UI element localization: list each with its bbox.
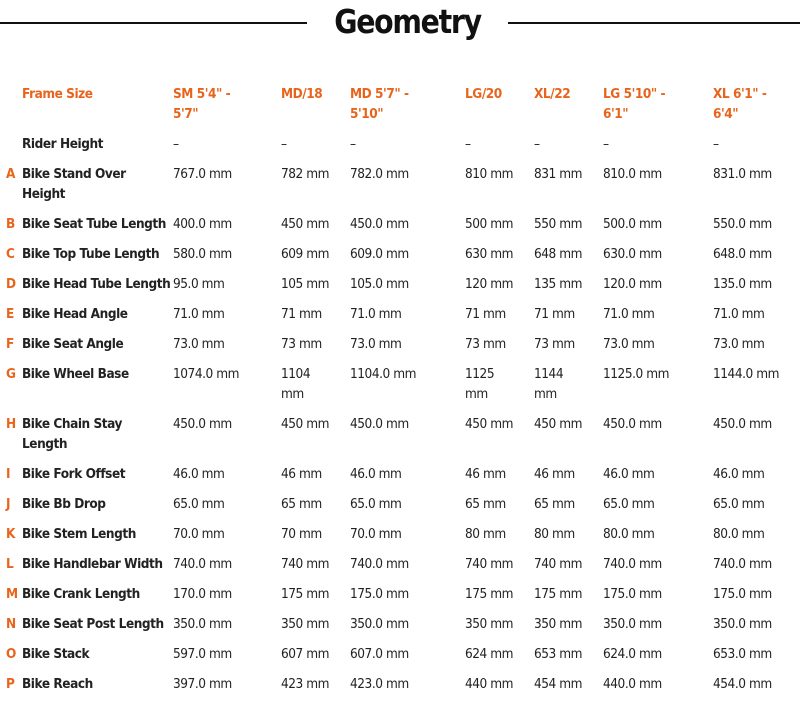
cell-md18: 782 mm: [281, 166, 330, 182]
cell-md18: 450 mm: [281, 416, 330, 432]
cell-xl22: –: [534, 136, 540, 152]
cell-md: 73.0 mm: [350, 336, 402, 352]
cell-xl: 648.0 mm: [713, 246, 772, 262]
cell-xl: 73.0 mm: [713, 336, 765, 352]
row-letter: C: [6, 246, 15, 262]
cell-lg20: 450 mm: [465, 416, 514, 432]
header-frame-size: Frame Size: [22, 86, 93, 102]
cell-md: –: [350, 136, 356, 152]
cell-lg20: 624 mm: [465, 646, 514, 662]
row-letter: E: [6, 306, 14, 322]
row-letter: G: [6, 366, 16, 382]
cell-md18: 105 mm: [281, 276, 330, 292]
row-letter: H: [6, 416, 16, 432]
header-size-md: MD 5'7" - 5'10": [350, 86, 409, 122]
table-row: [0, 334, 800, 364]
table-row: [0, 674, 800, 704]
cell-md: 607.0 mm: [350, 646, 409, 662]
row-letter: L: [6, 556, 14, 572]
cell-xl22: 350 mm: [534, 616, 583, 632]
cell-lg20: 71 mm: [465, 306, 506, 322]
table-row: [0, 524, 800, 554]
row-letter: N: [6, 616, 16, 632]
cell-lg: 175.0 mm: [603, 586, 662, 602]
cell-sm: 1074.0 mm: [173, 366, 240, 382]
cell-xl: 450.0 mm: [713, 416, 772, 432]
cell-md: 609.0 mm: [350, 246, 409, 262]
row-label: Bike Seat Angle: [22, 336, 124, 352]
cell-xl: 175.0 mm: [713, 586, 772, 602]
cell-lg20: 740 mm: [465, 556, 514, 572]
page-title: Geometry: [334, 2, 481, 41]
row-label: Bike Fork Offset: [22, 466, 126, 482]
cell-md18: 73 mm: [281, 336, 322, 352]
row-label: Bike Wheel Base: [22, 366, 129, 382]
cell-xl: 454.0 mm: [713, 676, 772, 692]
cell-lg: 740.0 mm: [603, 556, 662, 572]
row-label: Bike Stack: [22, 646, 90, 662]
row-label: Bike Chain Stay Length: [22, 416, 123, 452]
cell-md18: 450 mm: [281, 216, 330, 232]
cell-md: 175.0 mm: [350, 586, 409, 602]
cell-xl: 350.0 mm: [713, 616, 772, 632]
cell-lg20: 810 mm: [465, 166, 514, 182]
cell-lg20: 46 mm: [465, 466, 506, 482]
cell-xl: 46.0 mm: [713, 466, 765, 482]
row-label: Bike Handlebar Width: [22, 556, 163, 572]
cell-md18: 423 mm: [281, 676, 330, 692]
cell-sm: –: [173, 136, 179, 152]
cell-xl: 653.0 mm: [713, 646, 772, 662]
cell-sm: 597.0 mm: [173, 646, 232, 662]
cell-xl: 1144.0 mm: [713, 366, 780, 382]
row-letter: [0, 134, 22, 164]
header-size-lg: LG 5'10" - 6'1": [603, 86, 666, 122]
title-rule-right: [508, 22, 800, 24]
cell-xl22: 71 mm: [534, 306, 575, 322]
cell-md18: 607 mm: [281, 646, 330, 662]
geometry-table: [0, 84, 800, 704]
cell-lg20: 80 mm: [465, 526, 506, 542]
table-row: [0, 414, 800, 464]
row-label: Bike Bb Drop: [22, 496, 106, 512]
table-row: [0, 304, 800, 334]
table-row: [0, 244, 800, 274]
cell-md: 350.0 mm: [350, 616, 409, 632]
cell-md: 782.0 mm: [350, 166, 409, 182]
cell-lg: 450.0 mm: [603, 416, 662, 432]
header-size-md18: MD/18: [281, 86, 323, 102]
cell-xl22: 648 mm: [534, 246, 583, 262]
cell-lg: 71.0 mm: [603, 306, 655, 322]
cell-lg: 1125.0 mm: [603, 366, 670, 382]
table-row: [0, 134, 800, 164]
cell-sm: 73.0 mm: [173, 336, 225, 352]
cell-md18: 175 mm: [281, 586, 330, 602]
cell-sm: 170.0 mm: [173, 586, 232, 602]
cell-xl22: 46 mm: [534, 466, 575, 482]
cell-xl22: 550 mm: [534, 216, 583, 232]
table-row: [0, 494, 800, 524]
cell-xl: 71.0 mm: [713, 306, 765, 322]
geometry-header: [0, 0, 800, 48]
table-row: [0, 554, 800, 584]
cell-xl: 135.0 mm: [713, 276, 772, 292]
cell-sm: 65.0 mm: [173, 496, 225, 512]
table-row: [0, 164, 800, 214]
row-letter: F: [6, 336, 14, 352]
cell-sm: 46.0 mm: [173, 466, 225, 482]
cell-lg: 624.0 mm: [603, 646, 662, 662]
cell-md18: 350 mm: [281, 616, 330, 632]
table-row: [0, 214, 800, 244]
cell-sm: 95.0 mm: [173, 276, 225, 292]
cell-xl22: 454 mm: [534, 676, 583, 692]
row-letter: B: [6, 216, 15, 232]
cell-xl: –: [713, 136, 719, 152]
cell-xl: 740.0 mm: [713, 556, 772, 572]
cell-xl22: 1144 mm: [534, 366, 564, 402]
table-row: [0, 584, 800, 614]
cell-md: 450.0 mm: [350, 216, 409, 232]
cell-md: 71.0 mm: [350, 306, 402, 322]
cell-md: 450.0 mm: [350, 416, 409, 432]
cell-sm: 450.0 mm: [173, 416, 232, 432]
cell-lg: 440.0 mm: [603, 676, 662, 692]
cell-lg20: 630 mm: [465, 246, 514, 262]
cell-lg: 46.0 mm: [603, 466, 655, 482]
cell-xl: 831.0 mm: [713, 166, 772, 182]
table-row: [0, 364, 800, 414]
cell-md: 423.0 mm: [350, 676, 409, 692]
cell-lg20: 73 mm: [465, 336, 506, 352]
row-label: Bike Head Tube Length: [22, 276, 171, 292]
row-letter: M: [6, 586, 18, 602]
cell-xl22: 80 mm: [534, 526, 575, 542]
row-letter: J: [6, 496, 11, 512]
header-letter-cell: [0, 84, 22, 134]
row-label: Bike Head Angle: [22, 306, 128, 322]
row-letter: P: [6, 676, 15, 692]
header-size-lg20: LG/20: [465, 86, 502, 102]
table-body: [0, 134, 800, 704]
cell-xl22: 65 mm: [534, 496, 575, 512]
cell-md18: 1104 mm: [281, 366, 311, 402]
cell-md18: 71 mm: [281, 306, 322, 322]
row-letter: I: [6, 466, 11, 482]
cell-xl22: 653 mm: [534, 646, 583, 662]
cell-md18: –: [281, 136, 287, 152]
cell-sm: 350.0 mm: [173, 616, 232, 632]
cell-sm: 767.0 mm: [173, 166, 232, 182]
cell-md: 1104.0 mm: [350, 366, 417, 382]
cell-xl: 65.0 mm: [713, 496, 765, 512]
cell-sm: 397.0 mm: [173, 676, 232, 692]
cell-xl22: 831 mm: [534, 166, 583, 182]
cell-lg: –: [603, 136, 609, 152]
cell-lg: 73.0 mm: [603, 336, 655, 352]
cell-xl: 550.0 mm: [713, 216, 772, 232]
cell-sm: 740.0 mm: [173, 556, 232, 572]
row-label: Bike Crank Length: [22, 586, 140, 602]
table-row: [0, 464, 800, 494]
cell-md18: 65 mm: [281, 496, 322, 512]
row-label: Bike Stand Over Height: [22, 166, 126, 202]
cell-lg20: –: [465, 136, 471, 152]
cell-sm: 400.0 mm: [173, 216, 232, 232]
cell-lg20: 1125 mm: [465, 366, 495, 402]
row-label: Bike Seat Tube Length: [22, 216, 166, 232]
header-size-xl: XL 6'1" - 6'4": [713, 86, 767, 122]
row-label: Bike Reach: [22, 676, 93, 692]
table-row: [0, 614, 800, 644]
cell-lg20: 350 mm: [465, 616, 514, 632]
table-row: [0, 274, 800, 304]
cell-md: 46.0 mm: [350, 466, 402, 482]
cell-lg20: 120 mm: [465, 276, 514, 292]
row-label: Bike Stem Length: [22, 526, 136, 542]
cell-md: 740.0 mm: [350, 556, 409, 572]
cell-sm: 71.0 mm: [173, 306, 225, 322]
cell-lg: 65.0 mm: [603, 496, 655, 512]
cell-lg: 500.0 mm: [603, 216, 662, 232]
cell-sm: 70.0 mm: [173, 526, 225, 542]
table-row: [0, 644, 800, 674]
cell-xl22: 740 mm: [534, 556, 583, 572]
cell-md: 65.0 mm: [350, 496, 402, 512]
row-label: Bike Seat Post Length: [22, 616, 164, 632]
cell-xl22: 135 mm: [534, 276, 583, 292]
cell-lg20: 440 mm: [465, 676, 514, 692]
row-label: Rider Height: [22, 136, 104, 152]
cell-md18: 740 mm: [281, 556, 330, 572]
cell-sm: 580.0 mm: [173, 246, 232, 262]
cell-md18: 609 mm: [281, 246, 330, 262]
cell-md18: 46 mm: [281, 466, 322, 482]
cell-lg: 80.0 mm: [603, 526, 655, 542]
title-rule-left: [0, 22, 307, 24]
cell-xl: 80.0 mm: [713, 526, 765, 542]
row-letter: K: [6, 526, 15, 542]
cell-lg20: 500 mm: [465, 216, 514, 232]
cell-lg: 120.0 mm: [603, 276, 662, 292]
cell-xl22: 175 mm: [534, 586, 583, 602]
row-letter: O: [6, 646, 16, 662]
table-header-row: [0, 84, 800, 134]
row-letter: D: [6, 276, 16, 292]
cell-lg20: 175 mm: [465, 586, 514, 602]
header-size-xl22: XL/22: [534, 86, 571, 102]
cell-xl22: 73 mm: [534, 336, 575, 352]
cell-lg: 350.0 mm: [603, 616, 662, 632]
row-letter: A: [6, 166, 15, 182]
cell-md18: 70 mm: [281, 526, 322, 542]
header-size-sm: SM 5'4" - 5'7": [173, 86, 231, 122]
cell-xl22: 450 mm: [534, 416, 583, 432]
row-label: Bike Top Tube Length: [22, 246, 160, 262]
cell-lg20: 65 mm: [465, 496, 506, 512]
cell-md: 105.0 mm: [350, 276, 409, 292]
cell-lg: 810.0 mm: [603, 166, 662, 182]
cell-lg: 630.0 mm: [603, 246, 662, 262]
cell-md: 70.0 mm: [350, 526, 402, 542]
